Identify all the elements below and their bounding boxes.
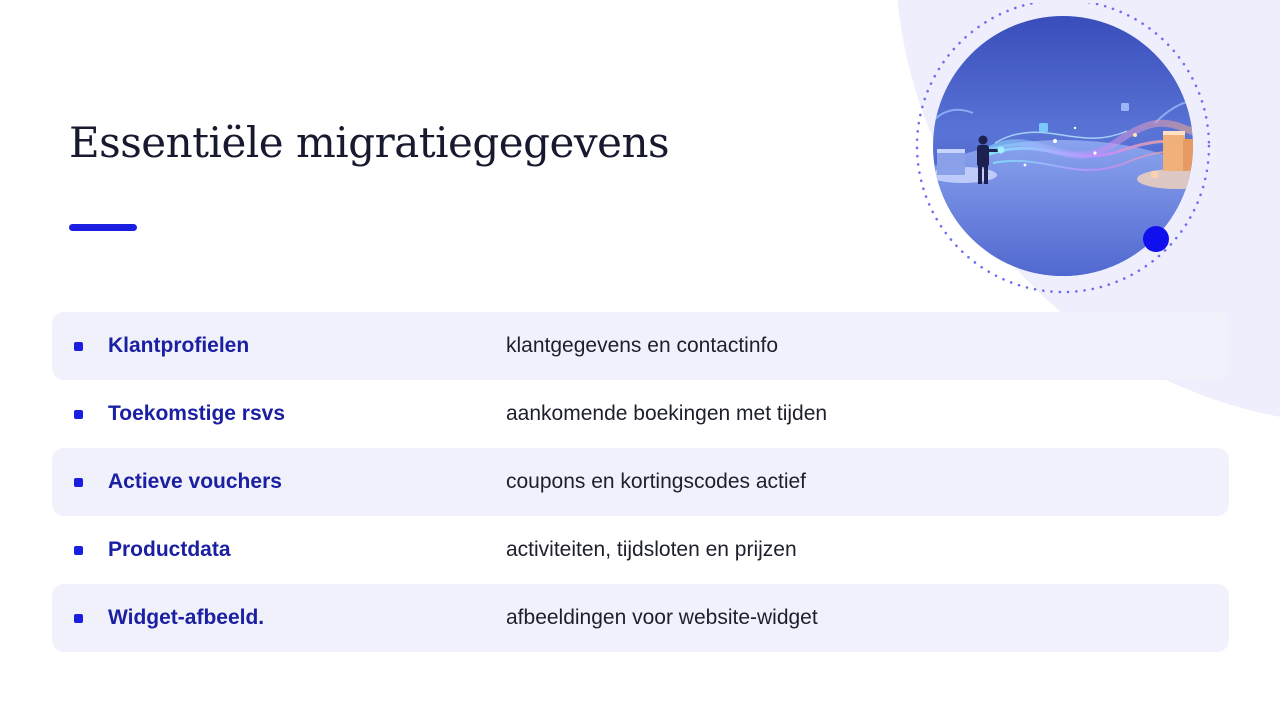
list-item xyxy=(52,312,1229,380)
item-term: Productdata xyxy=(108,538,231,561)
item-description: coupons en kortingscodes actief xyxy=(506,470,807,493)
bullet-icon xyxy=(74,410,83,419)
list-item xyxy=(52,380,1229,448)
list-item xyxy=(52,448,1229,516)
list-item xyxy=(52,584,1229,652)
bullet-icon xyxy=(74,342,83,351)
data-migration-illustration-icon xyxy=(915,3,1211,295)
slide-title: Essentiële migratiegegevens xyxy=(69,118,670,167)
item-term: Toekomstige rsvs xyxy=(108,402,286,425)
bullet-icon xyxy=(74,614,83,623)
item-description: aankomende boekingen met tijden xyxy=(506,402,828,425)
bullet-icon xyxy=(74,478,83,487)
title-accent-bar xyxy=(69,224,137,231)
item-description: afbeeldingen voor website-widget xyxy=(506,606,818,629)
list-item xyxy=(52,516,1229,584)
item-description: activiteiten, tijdsloten en prijzen xyxy=(506,538,797,561)
item-term: Widget-afbeeld. xyxy=(108,606,265,629)
migration-items-list xyxy=(52,312,1229,652)
item-description: klantgegevens en contactinfo xyxy=(506,334,779,357)
bullet-icon xyxy=(74,546,83,555)
item-term: Klantprofielen xyxy=(108,334,250,357)
item-term: Actieve vouchers xyxy=(108,470,282,493)
